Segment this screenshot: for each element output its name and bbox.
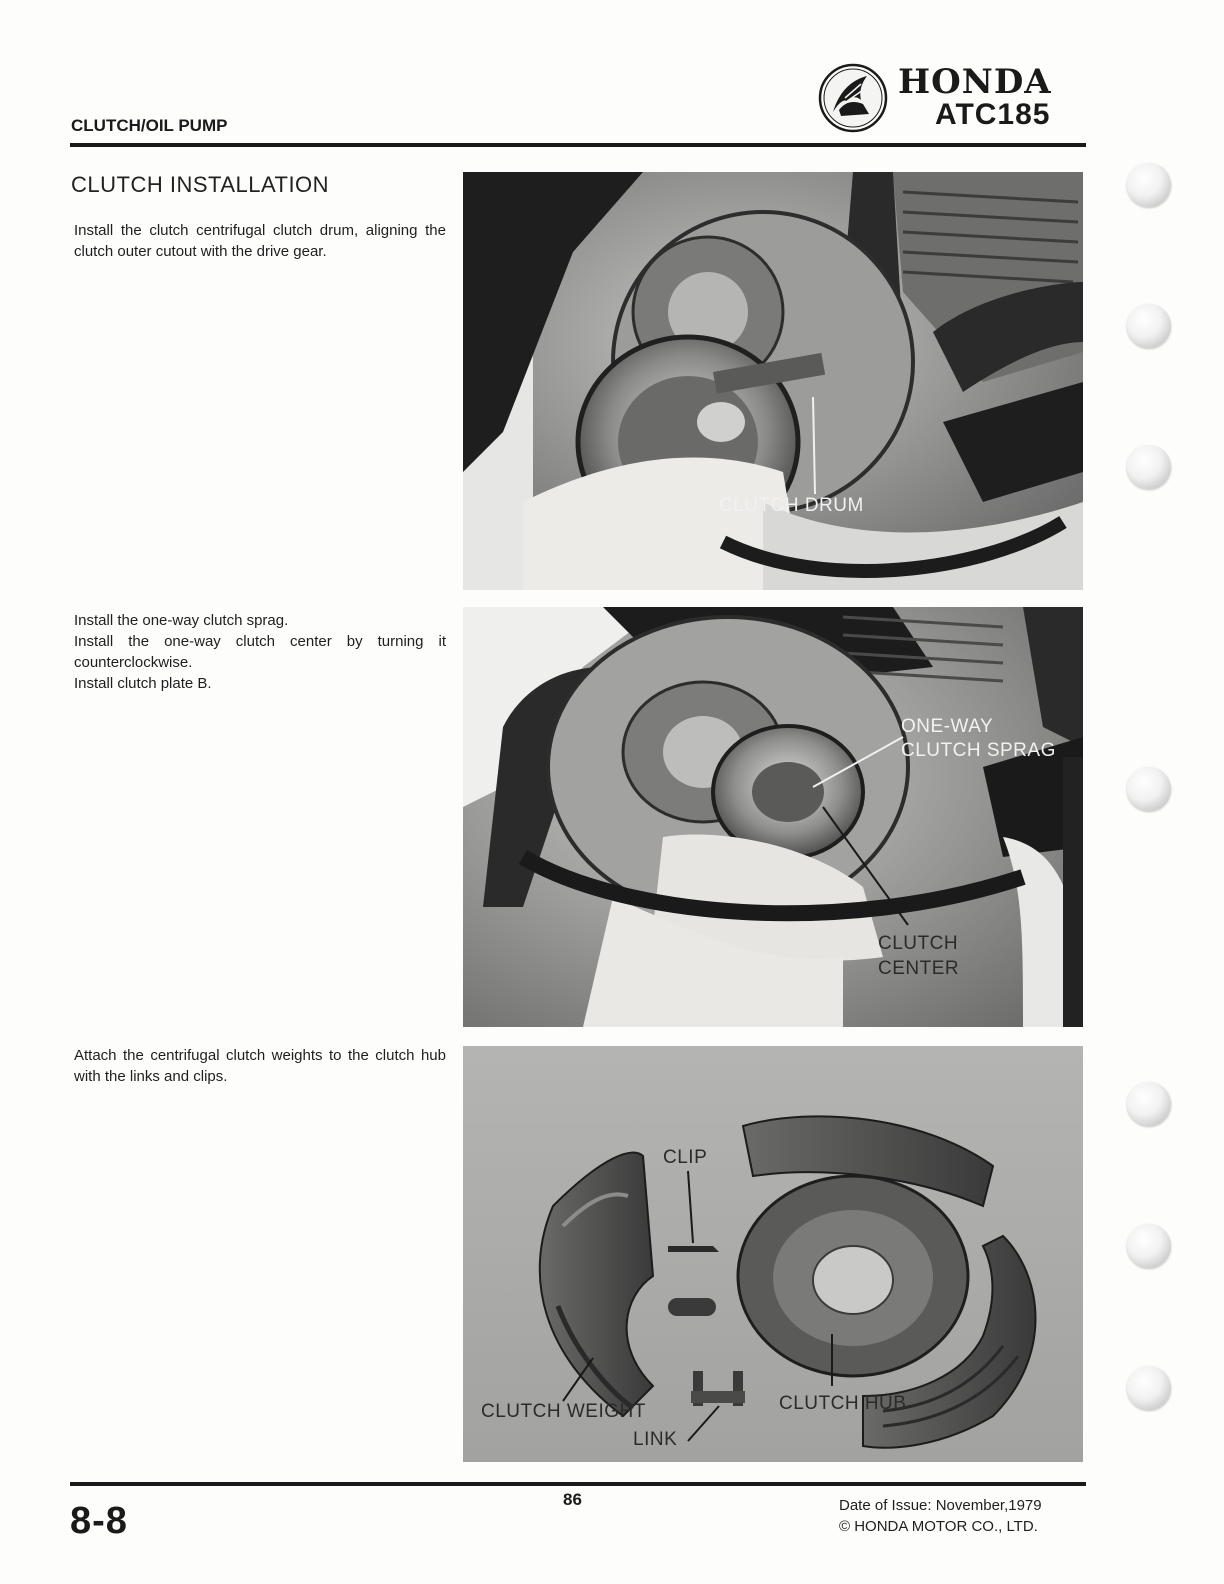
callout-link: LINK [633,1429,678,1450]
model-name: ATC185 [935,98,1051,131]
step-2-line-2: Install the one-way clutch center by turning it counterclockwise. [74,633,446,671]
step-2-line-3: Install clutch plate B. [74,675,212,692]
clutch-drum-photo [463,172,1083,590]
step-3-text [74,1045,446,1087]
callout-clutch: CLUTCH [878,933,959,954]
step-1-text [74,220,446,262]
footer-rule [70,1482,1086,1486]
binder-hole [1127,767,1171,811]
step-2-text [74,610,446,694]
callout-center: CENTER [878,958,960,979]
callout-clutch-sprag: CLUTCH SPRAG [901,740,1056,761]
honda-logo [817,62,889,134]
binder-hole [1127,1366,1171,1410]
binder-hole [1127,304,1171,348]
callout-clutch-weight: CLUTCH WEIGHT [481,1401,646,1422]
page-code: 8-8 [70,1500,128,1542]
binder-hole [1127,163,1171,207]
step-1-line: Install the clutch centrifugal clutch drum, aligning the clutch outer cutout with the drive gear. [74,222,446,260]
page-number: 86 [563,1490,582,1509]
callout-clutch-hub: CLUTCH HUB [779,1393,907,1414]
callout-clutch-drum: CLUTCH DRUM [719,495,864,516]
clutch-sprag-photo [463,607,1083,1027]
callout-clip: CLIP [663,1147,708,1168]
binder-hole [1127,1082,1171,1126]
header-rule [70,143,1086,147]
section-label: CLUTCH/OIL PUMP [71,116,228,135]
binder-hole [1127,445,1171,489]
binder-hole [1127,1224,1171,1268]
callout-one-way: ONE-WAY [901,716,994,737]
issue-date: Date of Issue: November,1979 [839,1497,1042,1514]
step-3-line: Attach the centrifugal clutch weights to the clutch hub with the links and clips. [74,1047,446,1085]
honda-wing-logo-icon [817,62,889,134]
copyright: © HONDA MOTOR CO., LTD. [839,1518,1038,1535]
page-title: CLUTCH INSTALLATION [71,172,330,197]
brand-name: HONDA [898,62,1052,102]
step-2-line-1: Install the one-way clutch sprag. [74,612,289,629]
clutch-weight-photo [463,1046,1083,1462]
